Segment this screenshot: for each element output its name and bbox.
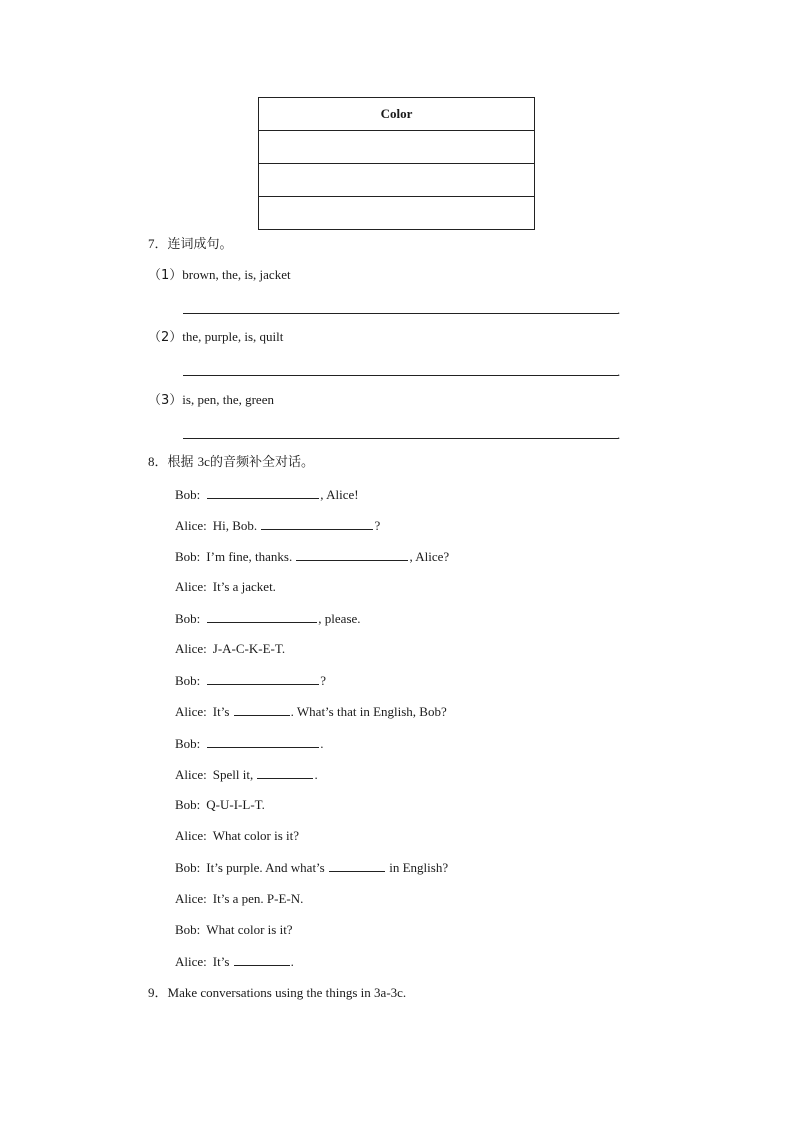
- line-post: . What’s that in English, Bob?: [290, 704, 447, 719]
- q7-title: 连词成句。: [167, 237, 233, 252]
- speaker: Alice:: [175, 828, 207, 843]
- q9-heading: [148, 985, 406, 1001]
- q8-heading: [148, 454, 314, 471]
- line-pre: It’s: [212, 704, 233, 719]
- line-pre: I’m fine, thanks.: [206, 549, 296, 564]
- speaker: Alice:: [175, 767, 207, 782]
- line-text: J-A-C-K-E-T.: [212, 641, 286, 656]
- answer-blank[interactable]: [234, 953, 290, 966]
- q8-number: 8．: [148, 454, 168, 469]
- dialogue-line: [175, 797, 265, 813]
- dialogue-line: [175, 672, 326, 689]
- line-post: .: [320, 736, 324, 751]
- dialogue-line: [175, 641, 285, 657]
- answer-line-2[interactable]: [183, 375, 618, 376]
- speaker: Bob:: [175, 673, 201, 688]
- speaker: Bob:: [175, 736, 201, 751]
- line-text: What color is it?: [212, 828, 300, 843]
- q7-item-2: [148, 329, 283, 346]
- answer-line-1[interactable]: [183, 313, 618, 314]
- answer-blank[interactable]: [257, 766, 313, 779]
- q7-item-words: the, purple, is, quilt: [182, 329, 284, 344]
- dialogue-line: [175, 953, 294, 970]
- dialogue-line: [175, 859, 448, 876]
- answer-line-3[interactable]: [183, 438, 618, 439]
- line-pre: Spell it,: [212, 767, 257, 782]
- q7-item-1: [148, 267, 291, 284]
- dialogue-line: [175, 735, 324, 752]
- speaker: Bob:: [175, 797, 201, 812]
- line-text: It’s a jacket.: [212, 579, 276, 594]
- answer-period: .: [617, 302, 621, 317]
- speaker: Alice:: [175, 641, 207, 656]
- table-row: [259, 197, 535, 230]
- speaker: Bob:: [175, 549, 201, 564]
- line-pre: Hi, Bob.: [212, 518, 261, 533]
- q7-item-label: （3）: [148, 393, 183, 408]
- answer-blank[interactable]: [234, 703, 290, 716]
- speaker: Alice:: [175, 518, 207, 533]
- answer-blank[interactable]: [207, 486, 319, 499]
- q8-title-a: 根据: [167, 455, 198, 470]
- dialogue-line: [175, 922, 293, 938]
- q7-item-label: （2）: [148, 330, 183, 345]
- answer-blank[interactable]: [207, 610, 317, 623]
- q7-heading: [148, 236, 233, 253]
- speaker: Bob:: [175, 487, 201, 502]
- dialogue-line: [175, 703, 447, 720]
- line-post: .: [314, 767, 318, 782]
- line-text: What color is it?: [206, 922, 293, 937]
- q8-title-b: 3c: [197, 454, 210, 469]
- q7-number: 7．: [148, 236, 168, 251]
- dialogue-line: [175, 891, 303, 907]
- speaker: Bob:: [175, 860, 201, 875]
- line-post: , please.: [318, 611, 361, 626]
- speaker: Alice:: [175, 954, 207, 969]
- dialogue-line: [175, 548, 449, 565]
- q7-item-3: [148, 392, 274, 409]
- q8-title-c: 的音频补全对话。: [209, 455, 314, 470]
- dialogue-line: [175, 610, 361, 627]
- line-post: ?: [320, 673, 327, 688]
- dialogue-line: [175, 828, 299, 844]
- speaker: Alice:: [175, 579, 207, 594]
- line-post: .: [290, 954, 294, 969]
- speaker: Alice:: [175, 704, 207, 719]
- q7-item-words: is, pen, the, green: [182, 392, 274, 407]
- line-post: , Alice!: [320, 487, 359, 502]
- q7-item-words: brown, the, is, jacket: [182, 267, 291, 282]
- line-text: Q-U-I-L-T.: [206, 797, 265, 812]
- answer-blank[interactable]: [207, 672, 319, 685]
- table-row: [259, 131, 535, 164]
- answer-blank[interactable]: [207, 735, 319, 748]
- line-pre: It’s purple. And what’s: [206, 860, 328, 875]
- speaker: Alice:: [175, 891, 207, 906]
- q9-number: 9．: [148, 985, 168, 1000]
- q7-item-label: （1）: [148, 268, 183, 283]
- dialogue-line: [175, 579, 276, 595]
- answer-period: .: [617, 427, 621, 442]
- line-post: in English?: [385, 860, 449, 875]
- answer-period: .: [617, 364, 621, 379]
- line-text: It’s a pen. P-E-N.: [212, 891, 304, 906]
- line-post: ?: [374, 518, 381, 533]
- line-pre: It’s: [212, 954, 233, 969]
- speaker: Bob:: [175, 922, 201, 937]
- color-table: [258, 97, 535, 230]
- line-post: , Alice?: [409, 549, 450, 564]
- answer-blank[interactable]: [296, 548, 408, 561]
- table-header-color: Color: [259, 98, 535, 131]
- q9-text: Make conversations using the things in 3a-3c.: [167, 985, 407, 1000]
- answer-blank[interactable]: [329, 859, 385, 872]
- dialogue-line: [175, 517, 380, 534]
- speaker: Bob:: [175, 611, 201, 626]
- dialogue-line: [175, 766, 318, 783]
- dialogue-line: [175, 486, 359, 503]
- table-row: [259, 164, 535, 197]
- answer-blank[interactable]: [261, 517, 373, 530]
